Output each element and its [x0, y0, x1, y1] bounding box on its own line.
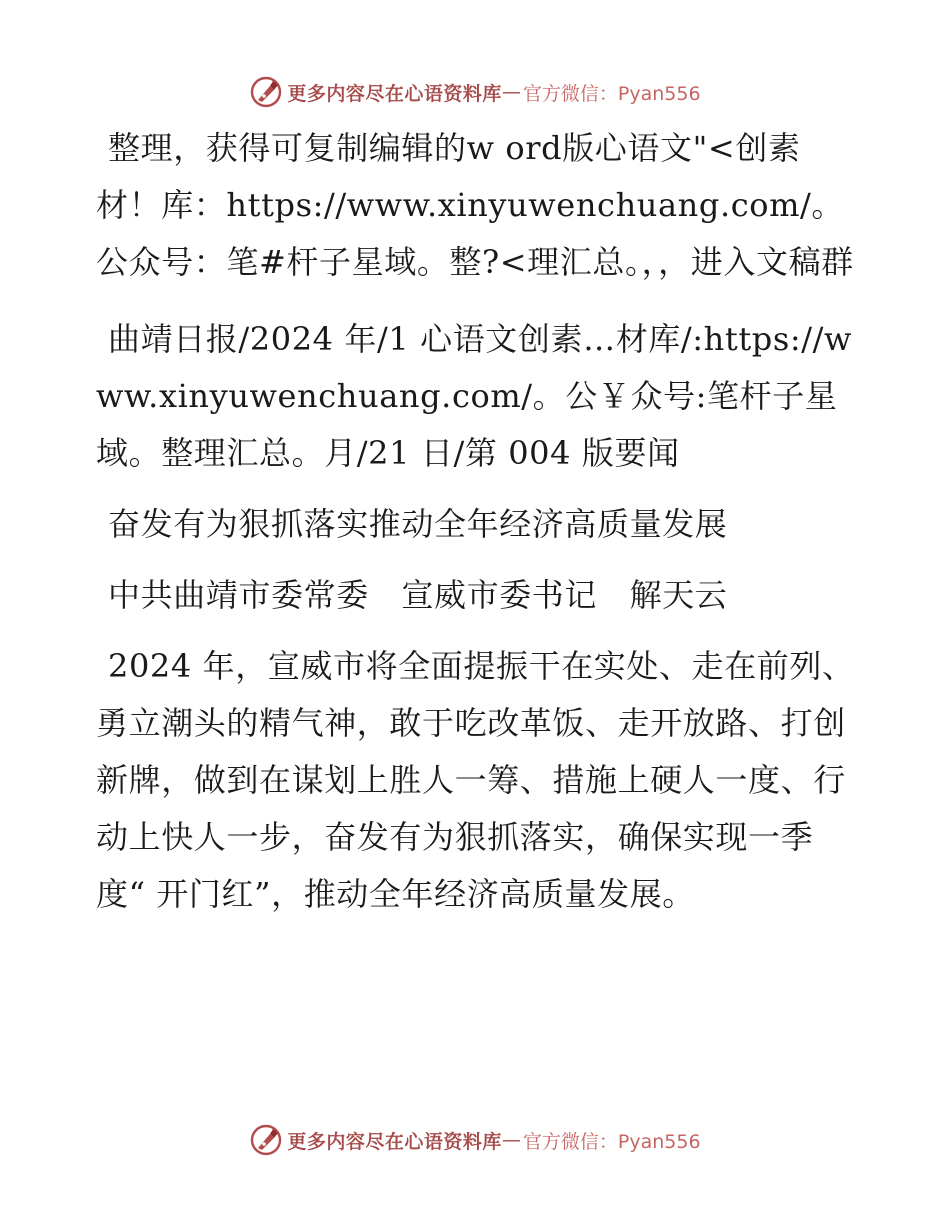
banner-separator: —	[501, 1129, 521, 1151]
intro-paragraph: 整理，获得可复制编辑的w ord版心语文"<创素材！库：https://www.xinyuwenchuang.com/。公众号：笔#杆子星域。整?<理汇总。，，进入文稿群	[96, 129, 854, 281]
author-line: 中共曲靖市委常委 宣威市委书记 解天云	[108, 576, 728, 614]
article-title: 奋发有为狠抓落实推动全年经济高质量发展	[108, 505, 728, 543]
document-body	[96, 120, 856, 923]
banner-main-text: 更多内容尽在心语资料库	[287, 1130, 502, 1153]
banner-separator: —	[501, 81, 521, 103]
banner-main-text: 更多内容尽在心语资料库	[287, 82, 502, 105]
source-line: 曲靖日报/2024 年/1 心语文创素…材库/:https://www.xinyuwenchuang.com/。公￥众号:笔杆子星域。整理汇总。月/21 日/第 004 版要闻	[96, 320, 853, 472]
pen-nib-logo-icon	[249, 75, 283, 109]
body-paragraph: 2024 年，宣威市将全面提振干在实处、走在前列、勇立潮头的精气神，敢于吃改革饭、走开放路、打创新牌，做到在谋划上胜人一筹、措施上硬人一度、行动上快人一步，奋发有为狠抓落实，确保实现一季度“ 开门红”，推动全年经济高质量发展。	[96, 647, 855, 913]
pen-nib-logo-icon	[249, 1123, 283, 1157]
header-watermark-banner	[0, 72, 950, 112]
banner-account-text: 官方微信：Pyan556	[522, 1130, 701, 1153]
footer-watermark-banner	[0, 1120, 950, 1160]
banner-account-text: 官方微信：Pyan556	[522, 82, 701, 105]
